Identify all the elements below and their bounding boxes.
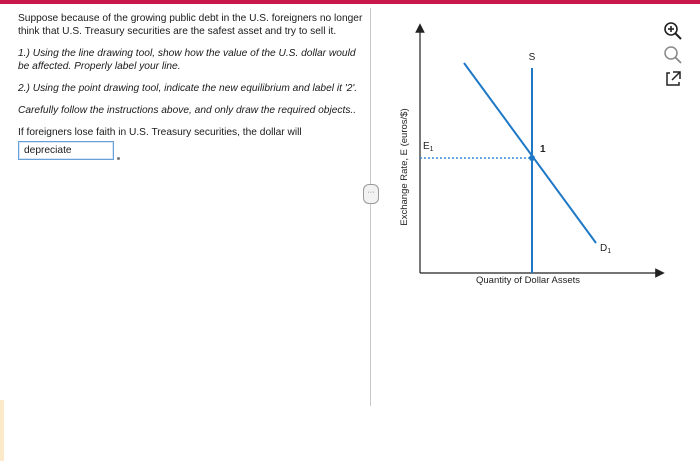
- equilibrium-point-1[interactable]: [529, 155, 535, 161]
- question-panel: [18, 12, 363, 169]
- graph-toolbar: [660, 20, 690, 92]
- answer-prompt: [18, 126, 363, 160]
- divider-resize-handle[interactable]: ···: [363, 184, 379, 204]
- demand-label-main: D: [600, 243, 608, 254]
- popout-icon[interactable]: [662, 68, 684, 90]
- question-instructions: Carefully follow the instructions above, and only draw the required objects..: [18, 105, 357, 116]
- answer-dropdown[interactable]: depreciate: [18, 141, 114, 160]
- zoom-out-icon[interactable]: [662, 44, 684, 66]
- zoom-in-icon[interactable]: [662, 20, 684, 42]
- question-step-1: 1.) Using the line drawing tool, show how the value of the U.S. dollar would be affected. Properly label your line.: [18, 48, 356, 72]
- answer-period-dot: [117, 157, 120, 160]
- left-color-strip: [0, 400, 4, 461]
- supply-demand-graph[interactable]: [380, 10, 670, 295]
- top-accent-bar: [0, 0, 700, 4]
- equilibrium-point-label: 1: [540, 144, 546, 155]
- exchange-rate-e1-label: [423, 141, 434, 153]
- question-intro: Suppose because of the growing public debt in the U.S. foreigners no longer think that U.S. Treasury securities are the safest asset and try to sell it.: [18, 13, 363, 37]
- y-axis-label: Exchange Rate, E (euros/$): [399, 108, 410, 226]
- supply-label: S: [528, 52, 536, 63]
- demand-curve-d1[interactable]: [464, 63, 596, 243]
- question-step-2: 2.) Using the point drawing tool, indicate the new equilibrium and label it '2'.: [18, 83, 358, 94]
- e1-label-main: E: [423, 141, 430, 152]
- demand-label-sub: 1: [607, 248, 612, 255]
- answer-prompt-text: If foreigners lose faith in U.S. Treasury securities, the dollar will: [18, 127, 302, 138]
- panel-divider: [370, 8, 371, 406]
- e1-label-sub: 1: [429, 146, 434, 153]
- demand-label: [600, 243, 611, 255]
- x-axis-label: Quantity of Dollar Assets: [475, 275, 581, 286]
